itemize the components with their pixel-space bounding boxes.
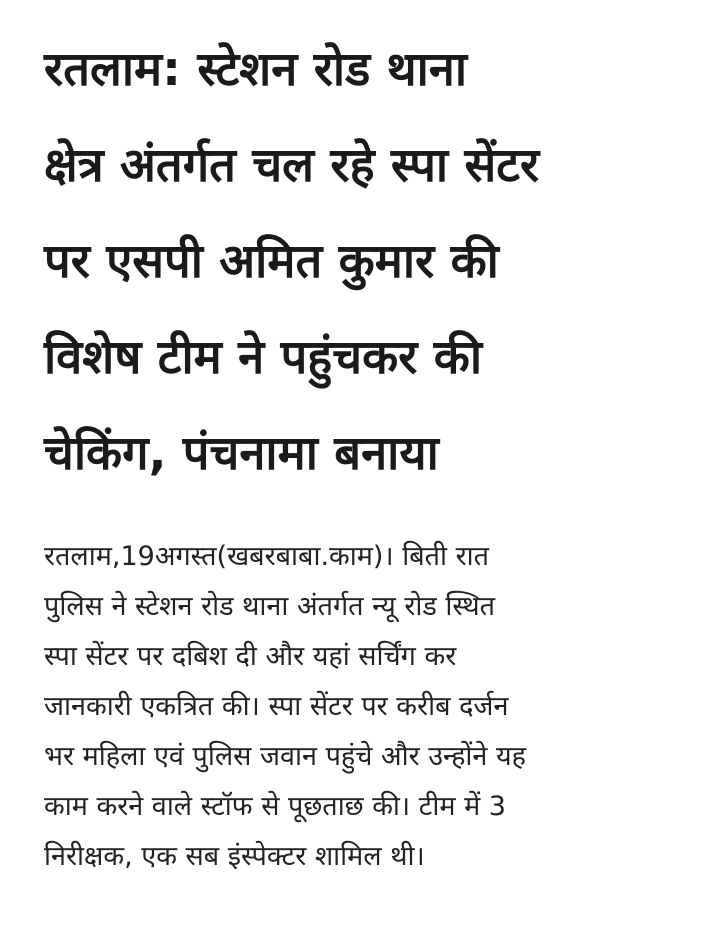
article-header xyxy=(44,22,694,502)
headline-line: विशेष टीम ने पहुंचकर की xyxy=(44,330,483,385)
headline-line: क्षेत्र अंतर्गत चल रहे स्पा सेंटर xyxy=(44,138,540,193)
body-line: पुलिस ने स्टेशन रोड थाना अंतर्गत न्यू रोड स्थित xyxy=(44,591,496,622)
headline-line: चेकिंग, पंचनामा बनाया xyxy=(44,426,439,481)
headline-line: पर एसपी अमित कुमार की xyxy=(44,234,499,289)
body-line: रतलाम,19अगस्त(खबरबाबा.काम)। बिती रात xyxy=(44,541,490,572)
body-line: निरीक्षक, एक सब इंस्पेक्टर शामिल थी। xyxy=(44,841,425,872)
body-line: जानकारी एकत्रित की। स्पा सेंटर पर करीब दर्जन xyxy=(44,691,509,722)
body-line: स्पा सेंटर पर दबिश दी और यहां सर्चिंग कर xyxy=(44,641,457,672)
body-line: काम करने वाले स्टॉफ से पूछताछ की। टीम में 3 xyxy=(44,791,506,822)
article-body xyxy=(44,532,684,882)
headline-line: रतलाम: स्टेशन रोड थाना xyxy=(44,42,468,97)
article-headline xyxy=(44,22,694,502)
body-line: भर महिला एवं पुलिस जवान पहुंचे और उन्होंने यह xyxy=(44,741,526,772)
